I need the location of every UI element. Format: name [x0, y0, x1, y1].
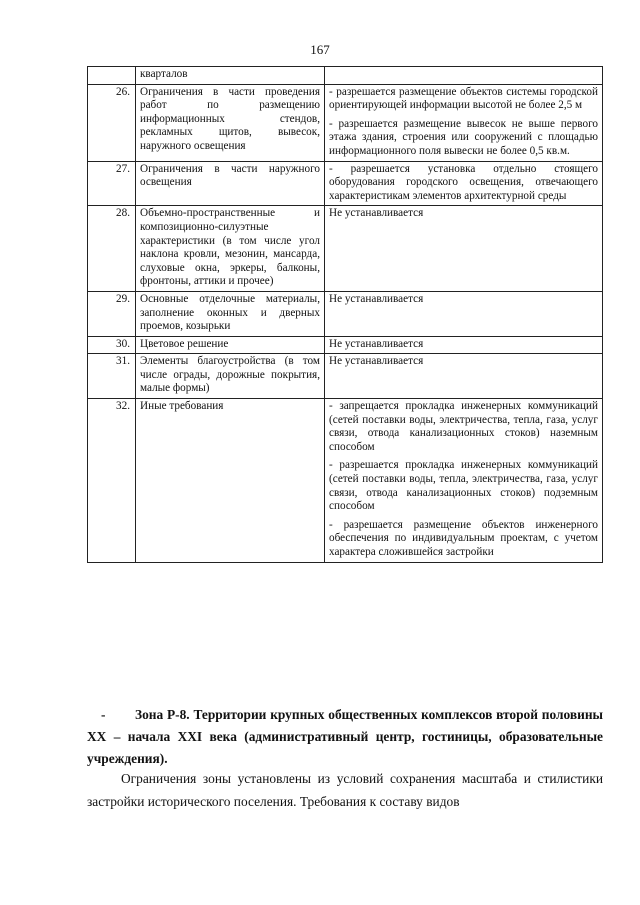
row-requirement: [325, 354, 603, 399]
row-parameter: Элементы благоустройства (в том числе ограды, дорожные покрытия, малые формы): [136, 354, 325, 399]
requirement-item: Не устанавливается: [329, 207, 424, 220]
row-parameter: Основные отделочные материалы, заполнение оконных и дверных проемов, козырьки: [136, 291, 325, 336]
row-requirement: [325, 161, 603, 206]
regulations-table: [87, 66, 603, 563]
row-parameter: Иные требования: [136, 399, 325, 563]
row-number: 28.: [88, 206, 136, 292]
body-paragraph: Ограничения зоны установлены из условий сохранения масштаба и стилистики застройки исторического поселения. Требования к составу видов: [87, 771, 603, 809]
requirement-item: Не устанавливается: [329, 337, 424, 350]
table-row: [88, 399, 603, 563]
zone-heading: [87, 704, 603, 770]
row-number: [88, 67, 136, 85]
row-requirement: [325, 399, 603, 563]
row-number: 29.: [88, 291, 136, 336]
row-number: 26.: [88, 84, 136, 161]
row-number: 31.: [88, 354, 136, 399]
row-number: 32.: [88, 399, 136, 563]
table-row: [88, 161, 603, 206]
table-row: [88, 354, 603, 399]
requirement-item: - запрещается прокладка инженерных коммуникаций (сетей поставки воды, электричества, тепла, газа, услуг связи, отвода канализационных стоков) наземным способом: [329, 400, 598, 453]
table-row: [88, 84, 603, 161]
requirement-item: - разрешается размещение объектов системы городской ориентирующей информации высотой не более 2,5 м: [329, 85, 598, 112]
zone-heading-text: Зона Р-8. Территории крупных общественных комплексов второй половины XX – начала XXI века (административный центр, гостиницы, образовательные учреждения).: [87, 707, 603, 766]
row-requirement: [325, 206, 603, 292]
row-parameter: Цветовое решение: [136, 336, 325, 354]
row-number: 30.: [88, 336, 136, 354]
requirement-item: - разрешается установка отдельно стоящего оборудования городского освещения, отвечающего характеристикам элементов архитектурной среды: [329, 162, 598, 202]
zone-heading-dash: -: [101, 707, 106, 722]
row-parameter: кварталов: [136, 67, 325, 85]
row-parameter: Объемно-пространственные и композиционно-силуэтные характеристики (в том числе угол наклона кровли, мезонин, мансарда, слуховые окна, эркеры, балконы, фронтоны, аттики и прочее): [136, 206, 325, 292]
page-number: 167: [310, 42, 330, 57]
table-row: [88, 206, 603, 292]
table-row: [88, 291, 603, 336]
row-requirement: [325, 67, 603, 85]
row-requirement: [325, 336, 603, 354]
table-row: [88, 67, 603, 85]
requirement-item: Не устанавливается: [329, 292, 424, 305]
requirement-item: Не устанавливается: [329, 355, 424, 368]
row-requirement: [325, 84, 603, 161]
requirement-item: - разрешается размещение вывесок не выше первого этажа здания, строения или сооружений с площадью информационного поля вывески не более 0,5 кв.м.: [329, 117, 598, 157]
requirement-item: - разрешается размещение объектов инженерного обеспечения по индивидуальным проектам, с учетом характера сложившейся застройки: [329, 518, 598, 558]
row-parameter: Ограничения в части проведения работ по размещению информационных стендов, рекламных щитов, вывесок, наружного освещения: [136, 84, 325, 161]
row-parameter: Ограничения в части наружного освещения: [136, 161, 325, 206]
requirement-item: - разрешается прокладка инженерных коммуникаций (сетей поставки воды, тепла, электричества, газа, услуг связи, отвода канализационных стоков) подземным способом: [329, 459, 598, 513]
table-row: [88, 336, 603, 354]
row-requirement: [325, 291, 603, 336]
row-number: 27.: [88, 161, 136, 206]
